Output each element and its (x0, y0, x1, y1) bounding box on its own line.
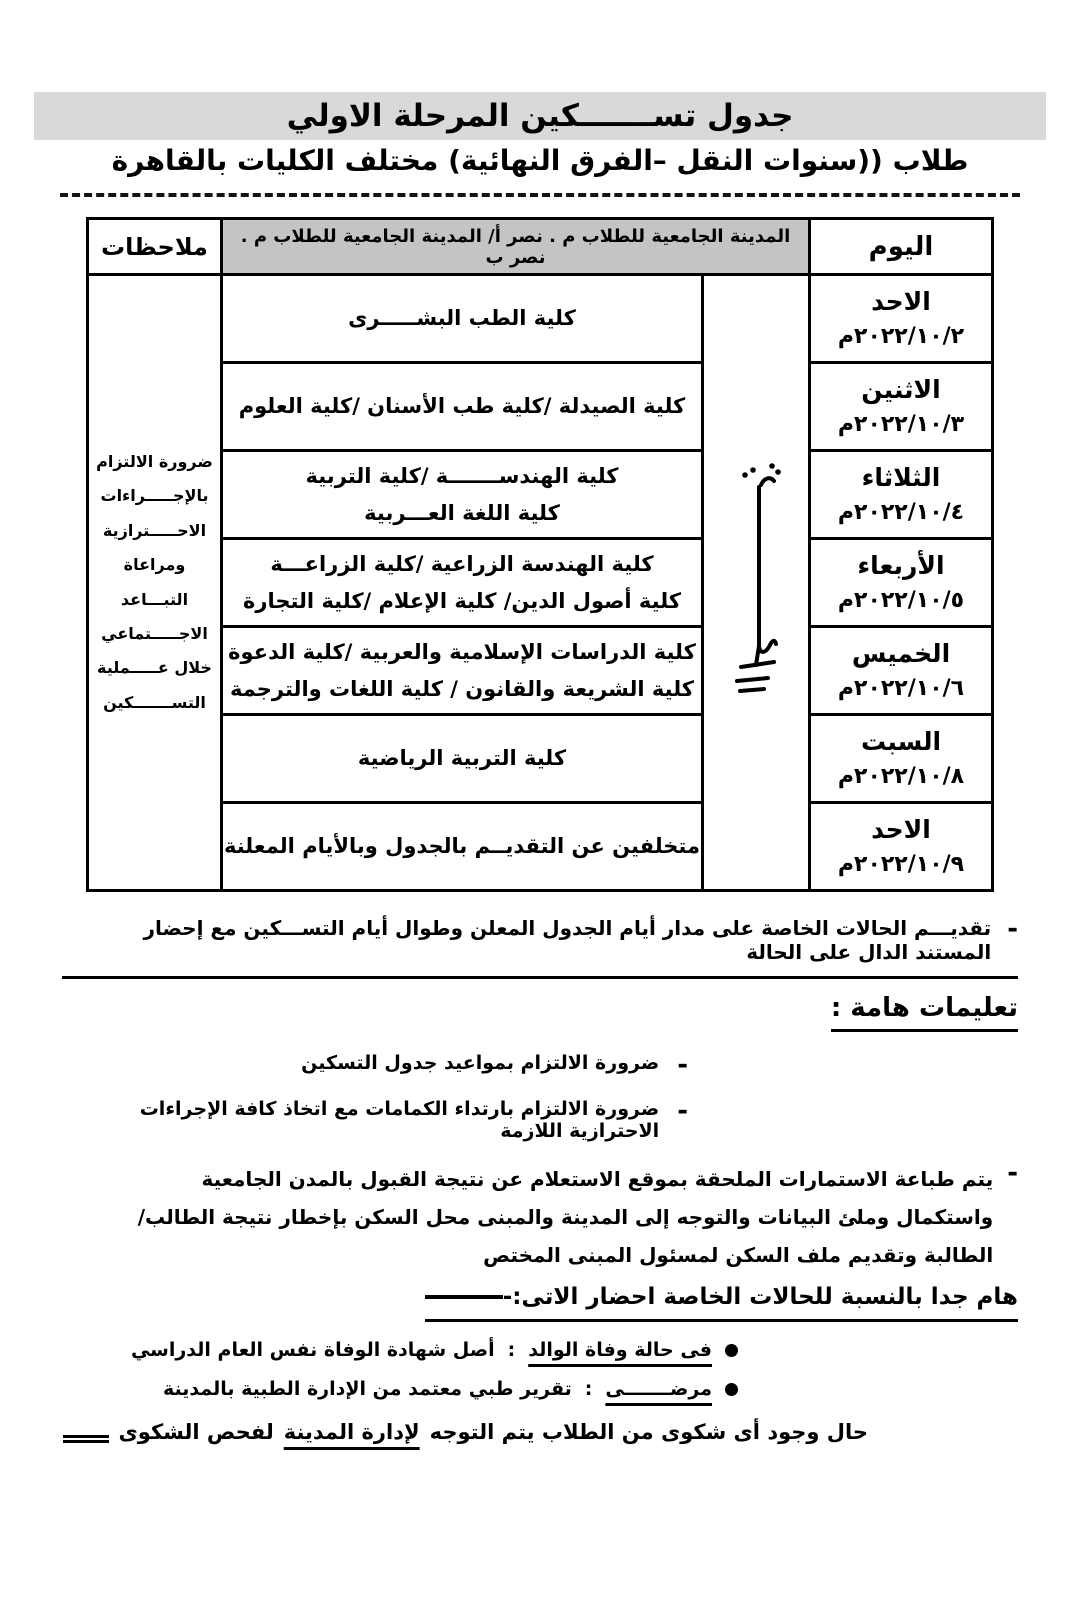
notes-cell (87, 275, 221, 891)
colon: : (584, 1378, 593, 1400)
day-cell (810, 715, 993, 803)
page-title: جدول تســـــــكين المرحلة الاولي (286, 98, 794, 134)
faculty-line: كلية التربية الرياضية (357, 746, 567, 771)
forms-text: يتم طباعة الاستمارات الملحقة بموقع الاستعلام عن نتيجة القبول بالمدن الجامعية واستكمال وملئ البيانات والتوجه إلى المدينة والمبنى محل السكن بإخطار نتيجة الطالب/الطالبة وتقديم ملف السكن لمسئول المبنى المختص (137, 1167, 994, 1267)
schedule-commitment-text: ضرورة الالتزام بمواعيد جدول التسكين (301, 1052, 660, 1074)
day-name: الثلاثاء (861, 462, 941, 492)
colon: : (507, 1339, 516, 1361)
day-date: ٢٠٢٢/١٠/٨م (837, 764, 965, 790)
faculty-line: كلية الشريعة والقانون / كلية اللغات والترجمة (229, 676, 695, 701)
table-header-row (87, 219, 992, 275)
table-row (87, 627, 992, 715)
faculty-line: كلية الصيدلة /كلية طب الأسنان /كلية العلوم (238, 394, 686, 419)
day-date: ٢٠٢٢/١٠/٩م (837, 852, 965, 878)
faculty-line: كلية اللغة العـــربية (364, 500, 560, 525)
day-cell (810, 627, 993, 715)
very-important-row (62, 1284, 1018, 1322)
notes-line: بالإجـــــراءات (100, 486, 209, 506)
faculty-line: كلية الهندسة الزراعية /كلية الزراعـــة (270, 551, 654, 576)
faculty-cell (221, 803, 702, 891)
day-date: ٢٠٢٢/١٠/٤م (837, 500, 965, 526)
faculty-cell (221, 363, 702, 451)
important-instructions-heading: تعليمات هامة : (62, 993, 1018, 1032)
faculty-line: كلية الهندســـــــة /كلية التربية (305, 463, 619, 488)
masks-item (62, 1098, 688, 1142)
lead-line (425, 1295, 503, 1299)
day-date: ٢٠٢٢/١٠/٢م (837, 324, 965, 350)
day-name: الاثنين (861, 374, 941, 404)
header-day: اليوم (810, 219, 993, 275)
dashed-divider (60, 193, 1020, 197)
complaint-note (63, 1420, 868, 1444)
very-important-text: هام جدا بالنسبة للحالات الخاصة احضار الاتى:- (502, 1284, 1018, 1310)
bullet-icon (725, 1383, 738, 1396)
masks-text: ضرورة الالتزام بارتداء الكمامات مع اتخاذ كافة الإجراءات الاحترازية اللازمة (139, 1098, 660, 1142)
dash-bullet: - (677, 1096, 688, 1126)
day-cell (810, 451, 993, 539)
bottom-notes (62, 916, 1018, 1444)
document-page (0, 92, 1080, 1620)
complaint-post: لفحص الشكوى (118, 1420, 274, 1444)
day-cell (810, 275, 993, 363)
faculty-cell (221, 539, 702, 627)
schedule-table (86, 217, 994, 892)
day-cell (810, 363, 993, 451)
title-band (34, 92, 1046, 140)
special-cases-note (62, 916, 1018, 979)
complaint-highlight: لإدارة المدينة (283, 1420, 420, 1444)
death-case-value: أصل شهادة الوفاة نفس العام الدراسي (130, 1339, 495, 1361)
header-city: المدينة الجامعية للطلاب م . نصر أ/ المدينة الجامعية للطلاب م . نصر ب (221, 219, 809, 275)
day-cell (810, 539, 993, 627)
faculty-line: متخلفين عن التقديــم بالجدول وبالأيام المعلنة (223, 834, 700, 859)
handwritten-mark-icon (725, 458, 787, 703)
dash-bullet: - (1007, 1158, 1018, 1188)
notes-line: الاجـــــتماعي (101, 623, 208, 643)
day-date: ٢٠٢٢/١٠/٦م (837, 676, 965, 702)
table-row (87, 451, 992, 539)
day-name: الاحد (871, 286, 931, 316)
notes-line: ومراعاة التبـــاعد (120, 555, 189, 609)
day-name: الخميس (851, 638, 951, 668)
day-name: السبت (860, 726, 942, 756)
forms-item (62, 1160, 1018, 1274)
notes-line: التســـــــكين (103, 692, 206, 712)
header-notes: ملاحظات (87, 219, 221, 275)
faculty-line: كلية الطب البشـــــرى (348, 306, 576, 331)
notes-line: ضرورة الالتزام (96, 451, 213, 471)
notes-line: خلال عـــــملية (97, 658, 212, 678)
day-date: ٢٠٢٢/١٠/٥م (837, 588, 965, 614)
day-cell (810, 803, 993, 891)
bullet-icon (725, 1344, 738, 1357)
day-date: ٢٠٢٢/١٠/٣م (837, 412, 965, 438)
table-row (87, 715, 992, 803)
faculty-cell (221, 451, 702, 539)
special-cases-text: تقديـــم الحالات الخاصة على مدار أيام الجدول المعلن وطوال أيام التســـكين مع إحضار المستند الدال على الحالة (143, 916, 992, 964)
handwritten-mark-cell (703, 275, 810, 891)
schedule-commitment-item (62, 1052, 688, 1078)
double-line (63, 1435, 109, 1443)
death-case-label: فى حالة وفاة الوالد (528, 1339, 712, 1361)
table-row (87, 363, 992, 451)
page-subtitle: طلاب ((سنوات النقل –الفرق النهائية) مختلف الكليات بالقاهرة (111, 144, 969, 177)
faculty-line: كلية أصول الدين/ كلية الإعلام /كلية التجارة (242, 588, 682, 613)
sickness-item (62, 1378, 738, 1400)
day-name: الاحد (871, 814, 931, 844)
faculty-cell (221, 627, 702, 715)
dash-bullet: - (1007, 914, 1018, 944)
complaint-pre: حال وجود أى شكوى من الطلاب يتم التوجه (429, 1420, 868, 1444)
notes-line: الاحـــــترازية (102, 520, 207, 540)
day-name: الأربعاء (857, 550, 945, 580)
table-row (87, 275, 992, 363)
sickness-label: مرضـــــــى (605, 1378, 712, 1400)
table-row (87, 539, 992, 627)
faculty-line: كلية الدراسات الإسلامية والعربية /كلية الدعوة (228, 639, 696, 664)
faculty-cell (221, 715, 702, 803)
sickness-value: تقرير طبي معتمد من الإدارة الطبية بالمدينة (163, 1378, 572, 1400)
faculty-cell (221, 275, 702, 363)
dash-bullet: - (677, 1050, 688, 1080)
death-case-item (62, 1339, 738, 1361)
table-row (87, 803, 992, 891)
